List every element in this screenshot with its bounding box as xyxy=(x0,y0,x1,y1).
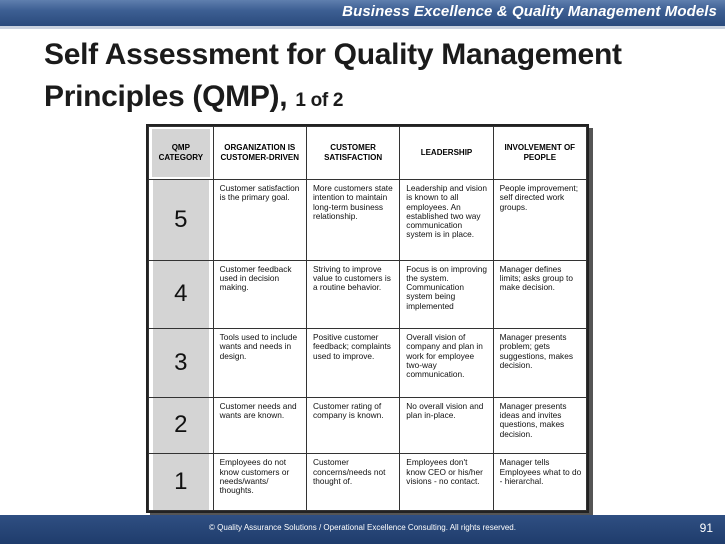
category-cell xyxy=(149,397,214,454)
table-cell: Overall vision of company and plan in work for employee two-way communication. xyxy=(400,329,493,398)
table-cell: Customer needs and wants are known. xyxy=(213,397,306,454)
table-cell: Manager presents problem; gets suggestions, makes decision. xyxy=(493,329,586,398)
brand-title: Business Excellence & Quality Management Models xyxy=(342,3,717,20)
table-cell: Positive customer feedback; complaints used to improve. xyxy=(306,329,399,398)
qmp-table-frame xyxy=(146,124,589,513)
table-cell: People improvement; self directed work groups. xyxy=(493,180,586,261)
page-number: 91 xyxy=(699,521,713,535)
table-cell: Leadership and vision is known to all employees. An established two way communication system is in place. xyxy=(400,180,493,261)
footer-copyright: © Quality Assurance Solutions / Operational Excellence Consulting. All rights reserved. xyxy=(209,523,516,532)
category-cell xyxy=(149,454,214,511)
slide-title-sub: 1 of 2 xyxy=(295,90,344,111)
category-cell xyxy=(149,180,214,261)
table-cell: Customer satisfaction is the primary goal. xyxy=(213,180,306,261)
table-row xyxy=(149,397,587,454)
table-cell: Customer feedback used in decision making. xyxy=(213,260,306,329)
category-number: 1 xyxy=(153,454,209,510)
header-involvement: INVOLVEMENT OF PEOPLE xyxy=(493,127,586,180)
table-row xyxy=(149,260,587,329)
header-rule xyxy=(0,26,725,29)
category-cell xyxy=(149,329,214,398)
category-number: 3 xyxy=(153,329,209,397)
category-number: 4 xyxy=(153,261,209,329)
header-bar xyxy=(0,0,725,26)
header-qmp-category: QMP CATEGORY xyxy=(149,127,214,180)
table-cell: Customer rating of company is known. xyxy=(306,397,399,454)
category-cell xyxy=(149,260,214,329)
table-cell: Manager presents ideas and invites questions, makes decision. xyxy=(493,397,586,454)
footer-bar xyxy=(0,515,725,544)
table-cell: Employees don't know CEO or his/her visions - no contact. xyxy=(400,454,493,511)
category-number: 5 xyxy=(153,180,209,260)
table-row xyxy=(149,180,587,261)
table-cell: Tools used to include wants and needs in design. xyxy=(213,329,306,398)
header-leadership: LEADERSHIP xyxy=(400,127,493,180)
table-row xyxy=(149,329,587,398)
table-cell: Manager defines limits; asks group to make decision. xyxy=(493,260,586,329)
table-cell: More customers state intention to maintain long-term business relationship. xyxy=(306,180,399,261)
table-cell: Focus is on improving the system. Communication system being implemented xyxy=(400,260,493,329)
qmp-table xyxy=(148,126,587,511)
header-organization: ORGANIZATION IS CUSTOMER-DRIVEN xyxy=(213,127,306,180)
table-cell: Manager tells Employees what to do - hierarchal. xyxy=(493,454,586,511)
table-cell: Striving to improve value to customers is a routine behavior. xyxy=(306,260,399,329)
table-header-row xyxy=(149,127,587,180)
table-row xyxy=(149,454,587,511)
table-cell: Customer concerns/needs not thought of. xyxy=(306,454,399,511)
table-cell: Employees do not know customers or needs/wants/ thoughts. xyxy=(213,454,306,511)
slide-title xyxy=(44,34,704,122)
table-cell: No overall vision and plan in-place. xyxy=(400,397,493,454)
slide-title-main: Self Assessment for Quality Management Principles (QMP), xyxy=(44,38,622,113)
category-number: 2 xyxy=(153,398,209,454)
header-customer-satisfaction: CUSTOMER SATISFACTION xyxy=(306,127,399,180)
